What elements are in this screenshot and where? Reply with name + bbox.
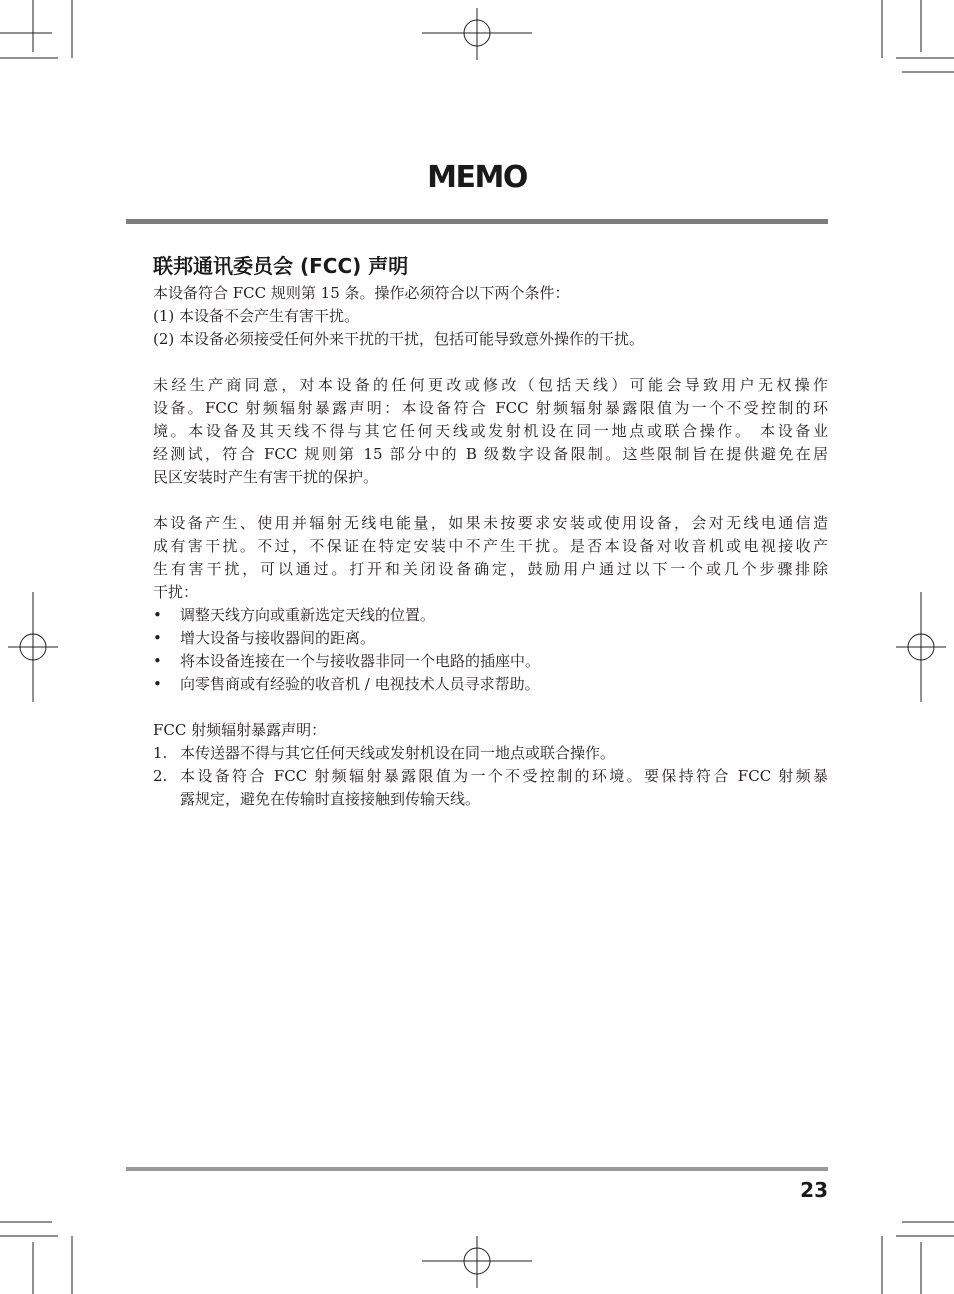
- paragraph-conditions: [153, 282, 828, 351]
- text-line: 设备。FCC 射频辐射暴露声明：本设备符合 FCC 射频辐射暴露限值为一个不受控制的环: [153, 399, 828, 417]
- bullet-marker: •: [153, 652, 162, 670]
- bullet-marker: •: [153, 629, 162, 647]
- numbered-item-text: 本设备符合 FCC 射频辐射暴露限值为一个不受控制的环境。要保持符合 FCC 射频暴: [180, 767, 828, 785]
- fcc-statement: [153, 250, 828, 811]
- numbered-item: [153, 742, 828, 765]
- list-item: [153, 604, 828, 627]
- page-title: MEMO: [427, 160, 527, 195]
- bullet-marker: •: [153, 606, 162, 624]
- numbered-item-continuation: 露规定，避免在传输时直接接触到传输天线。: [180, 790, 481, 808]
- list-item-text: 向零售商或有经验的收音机 / 电视技术人员寻求帮助。: [180, 675, 540, 693]
- paragraph-interference: [153, 512, 828, 604]
- item-number: 1.: [153, 744, 168, 762]
- text-line: 本设备符合 FCC 规则第 15 条。操作必须符合以下两个条件：: [153, 284, 570, 302]
- footer-rule: [126, 1167, 828, 1171]
- text-line: 民区安装时产生有害干扰的保护。: [153, 468, 379, 486]
- text-line: (2) 本设备必须接受任何外来干扰的干扰，包括可能导致意外操作的干扰。: [153, 330, 645, 348]
- text-line: 经测试，符合 FCC 规则第 15 部分中的 B 级数字设备限制。这些限制旨在提供避免在居: [153, 445, 828, 463]
- text-line: 未经生产商同意，对本设备的任何更改或修改（包括天线）可能会导致用户无权操作: [153, 376, 828, 394]
- item-number: 2.: [153, 767, 168, 785]
- bullet-marker: •: [153, 675, 162, 693]
- list-item: [153, 650, 828, 673]
- title-rule: [126, 219, 828, 224]
- numbered-item: [153, 765, 828, 788]
- text-line: 生有害干扰，可以通过。打开和关闭设备确定，鼓励用户通过以下一个或几个步骤排除: [153, 560, 828, 578]
- paragraph-modifications: [153, 374, 828, 489]
- list-item: [153, 673, 828, 696]
- list-item-text: 调整天线方向或重新选定天线的位置。: [180, 606, 436, 624]
- rf-heading: FCC 射频辐射暴露声明：: [153, 721, 327, 739]
- rf-exposure-section: [153, 719, 828, 811]
- numbered-item-text: 本传送器不得与其它任何天线或发射机设在同一地点或联合操作。: [180, 744, 616, 762]
- list-item: [153, 627, 828, 650]
- page-number: 23: [800, 1178, 828, 1202]
- list-item-text: 增大设备与接收器间的距离。: [180, 629, 376, 647]
- text-line: 本设备产生、使用并辐射无线电能量，如果未按要求安装或使用设备，会对无线电通信造: [153, 514, 828, 532]
- section-heading: 联邦通讯委员会 (FCC) 声明: [153, 254, 409, 278]
- text-line: 干扰：: [153, 583, 199, 601]
- list-item-text: 将本设备连接在一个与接收器非同一个电路的插座中。: [180, 652, 541, 670]
- text-line: 成有害干扰。不过，不保证在特定安装中不产生干扰。是否本设备对收音机或电视接收产: [153, 537, 828, 555]
- text-line: 境。本设备及其天线不得与其它任何天线或发射机设在同一地点或联合操作。 本设备业: [153, 422, 828, 440]
- bullet-list: [153, 604, 828, 696]
- text-line: (1) 本设备不会产生有害干扰。: [153, 307, 360, 325]
